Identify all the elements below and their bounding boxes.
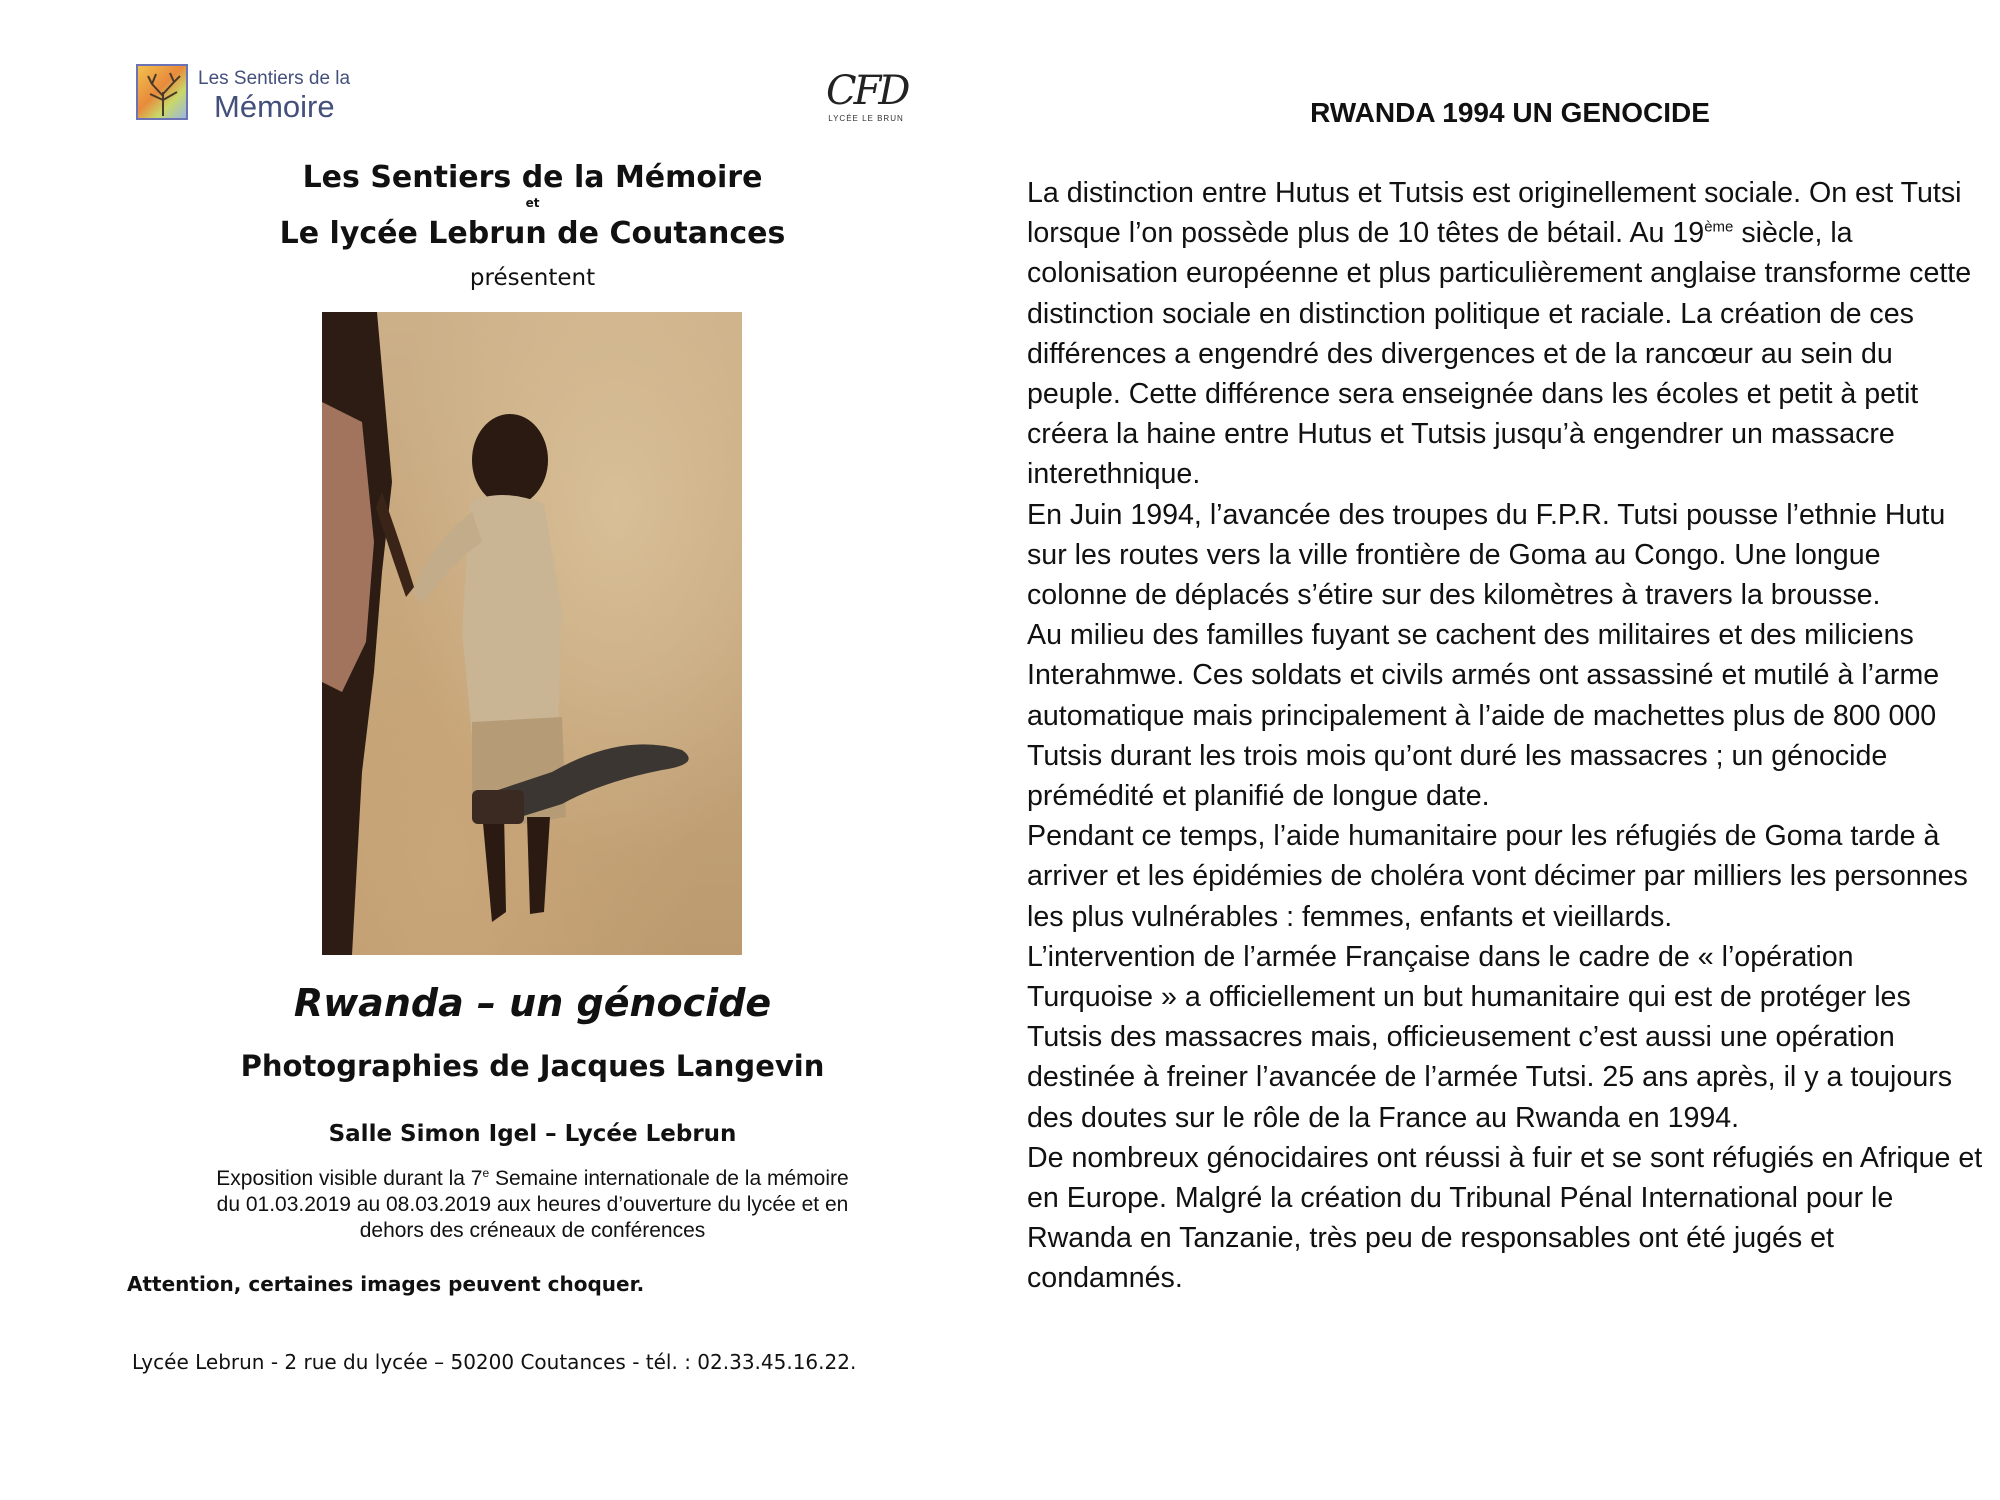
paragraph-1: La distinction entre Hutus et Tutsis est originellement sociale. On est Tutsi lorsque l’on possède plus de 10 têtes de bétail. Au 19ème siècle, la colonisation européenne et plus particulièrement anglaise transforme cette distinction sociale en distinction politique et raciale. La création de ces différences a engendré des divergences et de la rancœur au sein du peuple. Cette différence sera enseignée dans les écoles et petit à petit créera la haine entre Hutus et Tutsis jusqu’à engendrer un massacre interethnique. — [1027, 177, 1972, 491]
venue: Salle Simon Igel – Lycée Lebrun — [328, 1121, 737, 1147]
organizer-2: Le lycée Lebrun de Coutances — [279, 216, 786, 251]
exposition-dates: Exposition visible durant la 7e Semaine internationale de la mémoire du 01.03.2019 au 08.03.2019 aux heures d’ouverture du lycée et en dehors des créneaux de conférences — [216, 1166, 849, 1242]
paragraph-5: L’intervention de l’armée Française dans le cadre de « l’opération Turquoise » a officiellement un but humanitaire qui est de protéger les Tutsis des massacres mais, officieusement c’est aussi une opération destinée à freiner l’avancée de l’armée Tutsi. 25 ans après, il y a toujours des doutes sur le rôle de la France au Rwanda en 1994. — [1027, 940, 1953, 1134]
cfd-subtitle: LYCÉE LE BRUN — [828, 114, 904, 123]
exhibition-title: Rwanda – un génocide — [293, 981, 772, 1025]
cfd-lycee-logo — [826, 68, 906, 132]
paragraph-6: De nombreux génocidaires ont réussi à fuir et se sont réfugiés en Afrique et en Europe. Malgré la création du Tribunal Pénal International pour le Rwanda en Tanzanie, très peu de responsables ont été jugés et condamnés. — [1027, 1141, 1983, 1295]
conjunction-et: et — [525, 196, 540, 210]
exhibition-subtitle: Photographies de Jacques Langevin — [240, 1049, 825, 1083]
organizer-1: Les Sentiers de la Mémoire — [302, 160, 763, 195]
tree-logo-icon — [136, 64, 188, 120]
paragraph-3: Au milieu des familles fuyant se cachent des militaires et des miliciens Interahmwe. Ces soldats et civils armés ont assassiné et mutilé à l’arme automatique mais principalement à l’aide de machettes plus de 800 000 Tutsis durant les trois mois qu’ont duré les massacres ; un génocide prémédité et planifié de longue date. — [1027, 619, 1940, 813]
cfd-mark: CFD — [826, 68, 908, 114]
exhibition-photo — [322, 312, 742, 955]
paragraph-4: Pendant ce temps, l’aide humanitaire pour les réfugiés de Goma tarde à arriver et les épidémies de choléra vont décimer par milliers les personnes les plus vulnérables : femmes, enfants et vieillards. — [1027, 820, 1968, 933]
article-title: RWANDA 1994 UN GENOCIDE — [1310, 97, 1710, 128]
article-body — [1027, 173, 1987, 1299]
sentiers-memoire-logo — [136, 64, 366, 126]
content-warning: Attention, certaines images peuvent choquer. — [127, 1272, 645, 1296]
address-line: Lycée Lebrun - 2 rue du lycée – 50200 Coutances - tél. : 02.33.45.16.22. — [132, 1350, 857, 1374]
paragraph-2: En Juin 1994, l’avancée des troupes du F.P.R. Tutsi pousse l’ethnie Hutu sur les routes vers la ville frontière de Goma au Congo. Une longue colonne de déplacés s’étire sur des kilomètres à travers la brousse. — [1027, 498, 1946, 612]
presentent-label: présentent — [469, 265, 596, 291]
logo-wordmark: Les Sentiers de la Mémoire — [198, 68, 351, 124]
